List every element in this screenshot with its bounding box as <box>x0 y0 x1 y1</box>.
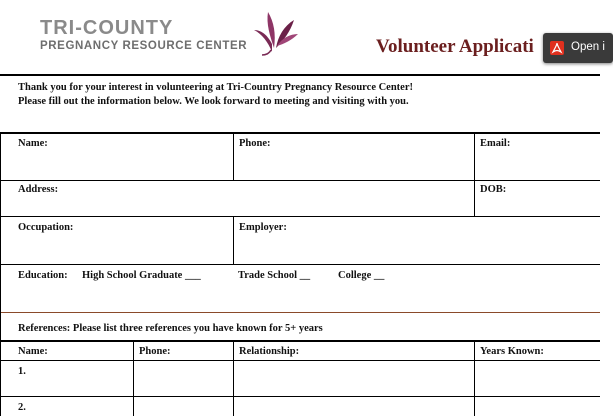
education-trade-school: Trade School __ <box>238 270 311 281</box>
section-rule <box>0 132 600 134</box>
ref-col-years-known: Years Known: <box>480 346 544 357</box>
pdf-icon <box>550 41 564 55</box>
education-label: Education: <box>18 270 68 281</box>
open-button-label: Open i <box>571 41 605 53</box>
row-rule <box>0 396 600 397</box>
education-college: College __ <box>338 270 385 281</box>
row-rule <box>0 216 600 217</box>
occupation-label: Occupation: <box>18 222 74 233</box>
name-label: Name: <box>18 138 48 149</box>
flower-logo-icon <box>248 8 300 56</box>
intro-line-2: Please fill out the information below. We look forward to meeting and visiting with you. <box>18 96 409 107</box>
ref-col-name: Name: <box>18 346 48 357</box>
references-intro: References: Please list three references you have known for 5+ years <box>18 323 323 334</box>
address-label: Address: <box>18 184 59 195</box>
ref-col-phone: Phone: <box>139 346 171 357</box>
logo-title: TRI-COUNTY <box>40 17 174 39</box>
column-divider <box>233 216 234 264</box>
logo-subtitle: PREGNANCY RESOURCE CENTER <box>40 40 248 52</box>
left-border <box>0 132 1 416</box>
page-title: Volunteer Applicati <box>376 36 534 57</box>
ref-col-relationship: Relationship: <box>239 346 300 357</box>
column-divider <box>233 342 234 416</box>
ref-row-number: 1. <box>18 366 26 377</box>
column-divider <box>233 132 234 180</box>
row-rule <box>0 264 600 265</box>
email-label: Email: <box>480 138 511 149</box>
phone-label: Phone: <box>239 138 271 149</box>
column-divider <box>474 342 475 416</box>
open-in-pdf-button[interactable] <box>543 33 613 63</box>
row-rule <box>0 180 600 181</box>
row-rule <box>0 360 600 361</box>
brown-rule <box>0 312 600 313</box>
education-high-school: High School Graduate ___ <box>82 270 201 281</box>
header-rule <box>0 74 600 76</box>
column-divider <box>474 132 475 216</box>
intro-line-1: Thank you for your interest in volunteering at Tri-Country Pregnancy Resource Center! <box>18 82 413 93</box>
column-divider <box>133 342 134 416</box>
dob-label: DOB: <box>480 184 507 195</box>
ref-row-number: 2. <box>18 402 26 413</box>
table-rule <box>0 340 600 342</box>
employer-label: Employer: <box>239 222 287 233</box>
